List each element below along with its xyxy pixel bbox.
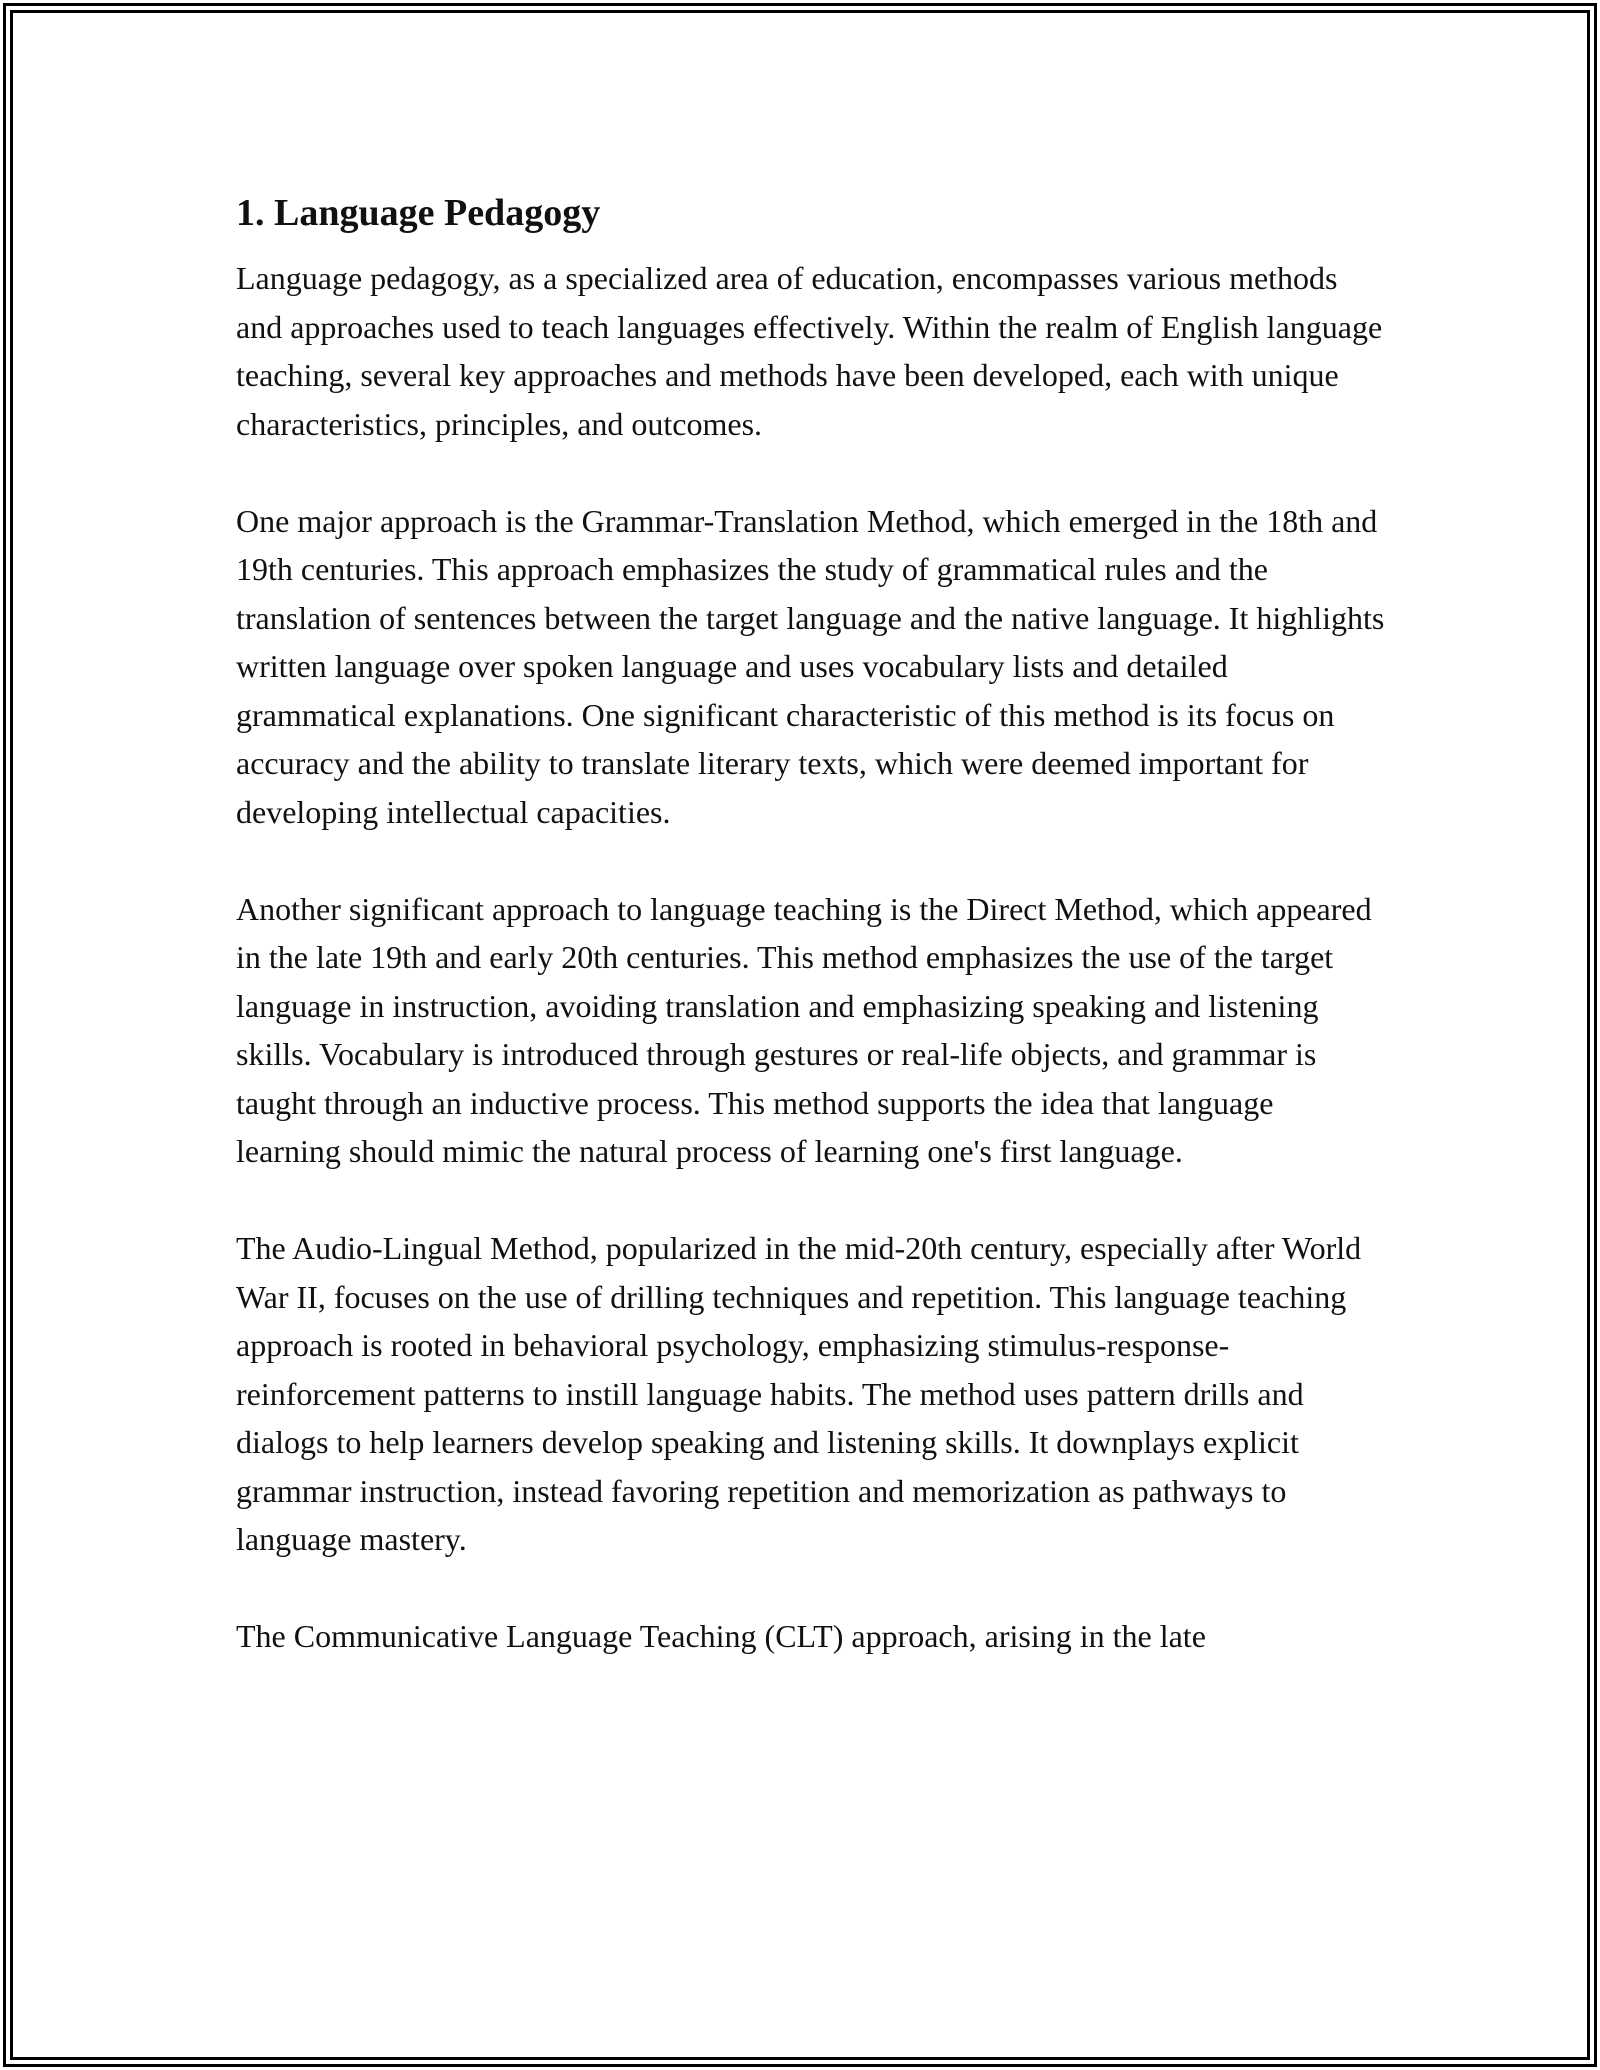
paragraph-clt: The Communicative Language Teaching (CLT) approach, arising in the late (236, 1618, 1206, 1654)
paragraph-audio-lingual: The Audio-Lingual Method, popularized in the mid-20th century, especially after World War II, focuses on the use of drilling techniques and repetition. This language teaching approach is rooted in behavioral psychology, emphasizing stimulus-response-reinforcement patterns to instill language habits. The method uses pattern drills and dialogs to help learners develop speaking and listening skills. It downplays explicit grammar instruction, instead favoring repetition and memorization as pathways to language mastery. (236, 1230, 1362, 1557)
paragraph-grammar-translation: One major approach is the Grammar-Translation Method, which emerged in the 18th and 19th centuries. This approach emphasizes the study of grammatical rules and the translation of sentences between the target language and the native language. It highlights written language over spoken language and uses vocabulary lists and detailed grammatical explanations. One significant characteristic of this method is its focus on accuracy and the ability to translate literary texts, which were deemed important for developing intellectual capacities. (236, 502, 1385, 830)
paragraph-intro: Language pedagogy, as a specialized area of education, encompasses various methods and approaches used to teach languages effectively. Within the realm of English language teaching, several key approaches and methods have been developed, each with unique characteristics, principles, and outcomes. (236, 260, 1383, 442)
paragraph-direct-method: Another significant approach to language teaching is the Direct Method, which appeared in the late 19th and early 20th centuries. This method emphasizes the use of the target language in instruction, avoiding translation and emphasizing speaking and listening skills. Vocabulary is introduced through gestures or real-life objects, and grammar is taught through an inductive process. This method supports the idea that language learning should mimic the natural process of learning one's first language. (236, 890, 1372, 1169)
document-body (236, 178, 1386, 1661)
section-heading: 1. Language Pedagogy (236, 192, 601, 234)
